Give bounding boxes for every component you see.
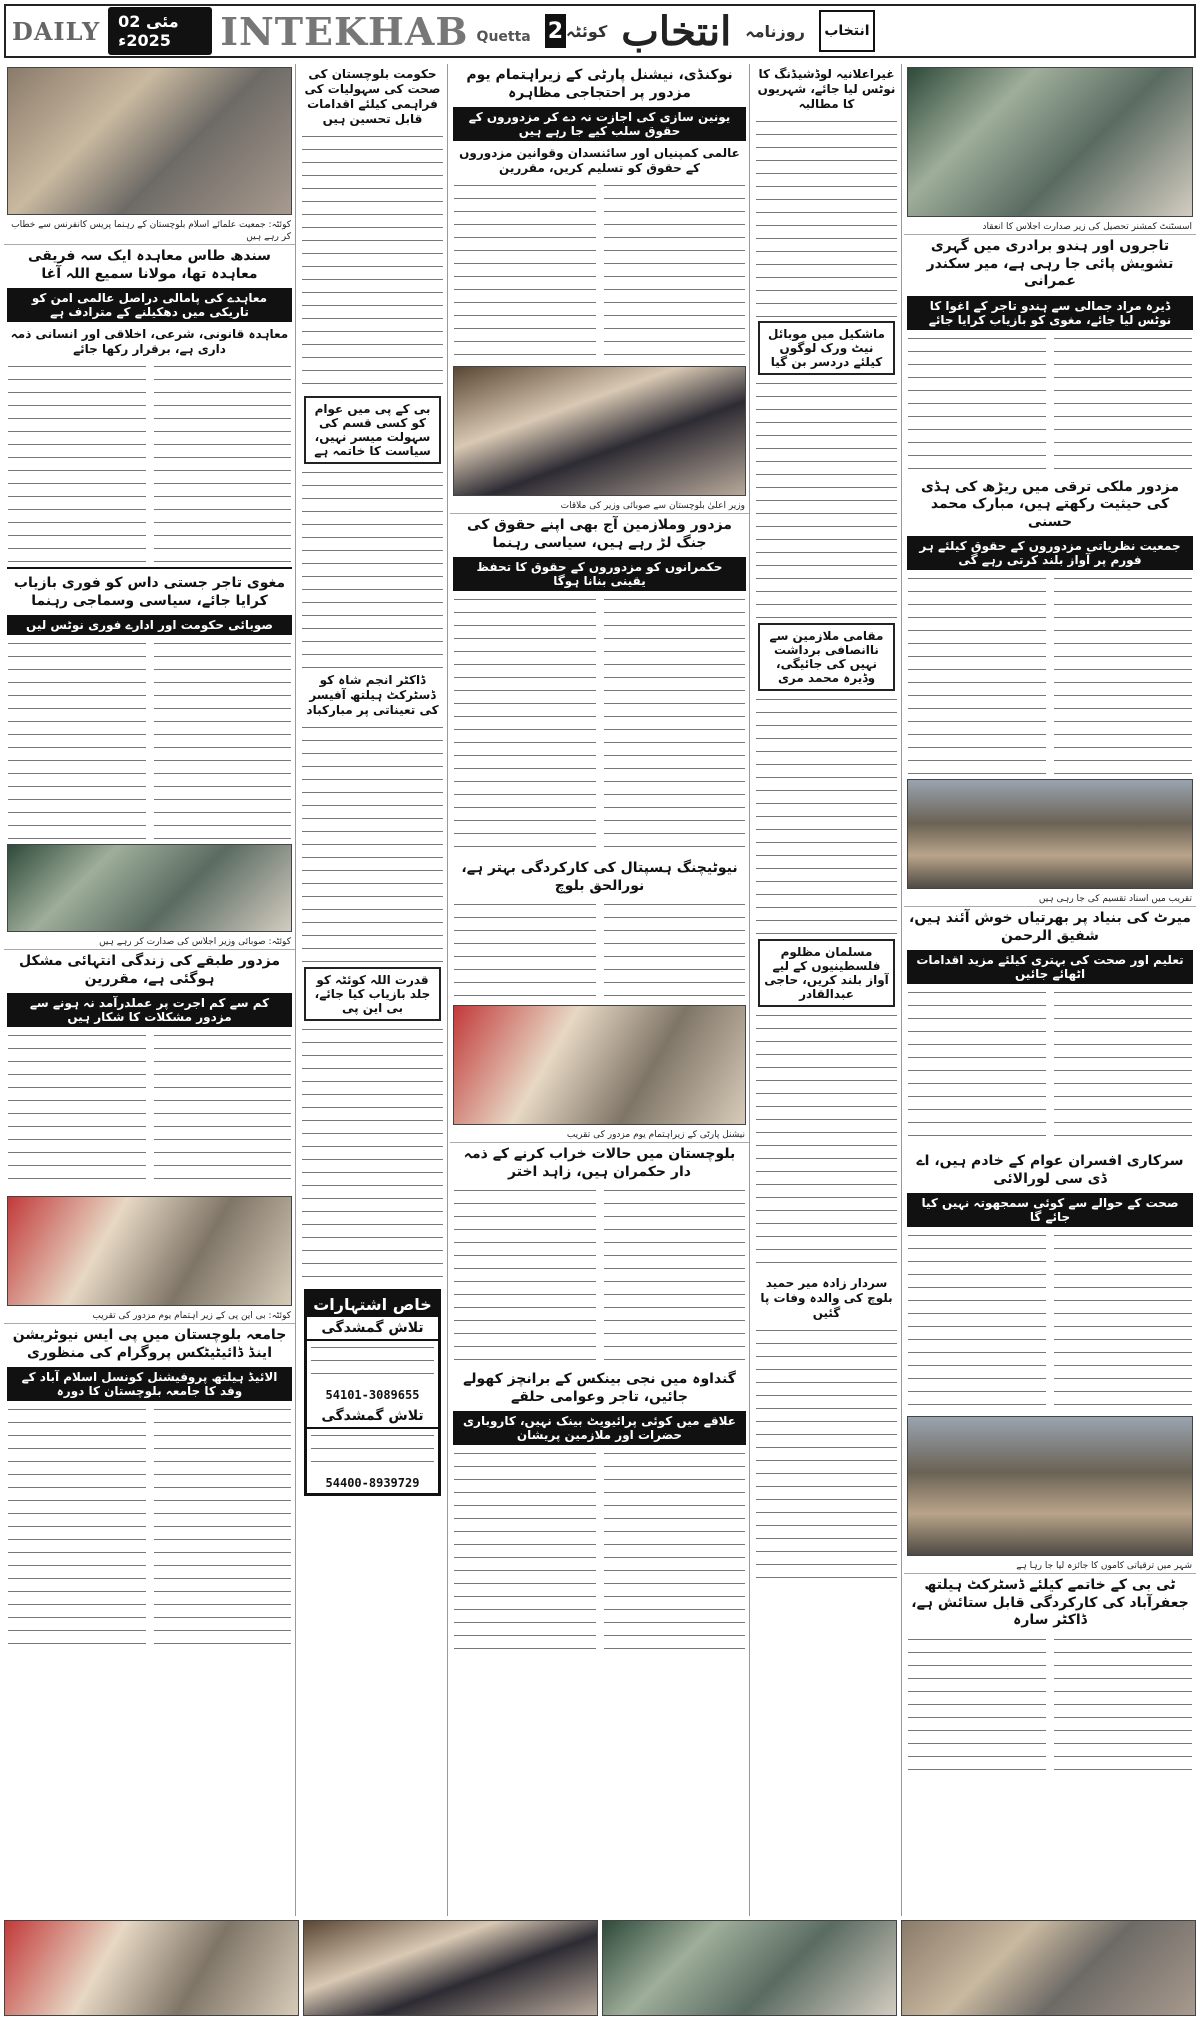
headline: مزدور طبقے کی زندگی انتہائی مشکل ہوگئی ہے، مقررین [18,953,281,987]
headline: سرکاری افسران عوام کے خادم ہیں، اے ڈی سی لورالائی [916,1153,1184,1187]
official-meeting-photo [453,366,746,496]
text-block [756,1326,897,1586]
sub-headline: ڈیرہ مراد جمالی سے ہندو تاجر کے اغوا کا نوٹس لیا جائے، مغوی کو بازیاب کرایا جائے [907,296,1193,330]
text-block [1054,1635,1192,1775]
text-block [8,639,146,839]
text-block [154,1405,292,1645]
press-conference-photo [7,67,292,215]
photo-caption: کوئٹہ: جمعیت علمائے اسلام بلوچستان کے رہنما پریس کانفرنس سے خطاب کر رہے ہیں [4,218,295,245]
text-block [908,1231,1046,1411]
headline: سندھ طاس معاہدہ ایک سہ فریقی معاہدہ تھا، مولانا سمیع اللہ آغا [28,248,271,282]
article-body [904,986,1196,1150]
newspaper-logo: انتخاب [819,10,875,52]
meeting-photo [602,1920,897,2016]
text-block [302,723,443,963]
text-block [604,1449,746,1649]
text-block [154,639,292,839]
article-body [4,360,295,564]
sub-headline: صحت کے حوالے سے کوئی سمجھوتہ نہیں کیا جائے گا [907,1193,1193,1227]
masthead [4,4,1196,58]
construction-photo [907,1416,1193,1556]
rally-photo [453,1005,746,1125]
article-body [4,637,295,841]
masthead-urdu [566,8,1194,55]
divider [7,567,292,569]
text-block [154,1031,292,1191]
city-label: Quetta [476,29,531,45]
sub-headline: حکمرانوں کو مزدوروں کے حقوق کا تحفظ یقینی بنانا ہوگا [453,557,746,591]
urdu-city-label: کوئٹہ [566,21,608,41]
boxed-headline: بی کے پی میں عوام کو کسی قسم کی سہولت میسر نہیں، سیاست کا خاتمہ ہے [304,396,441,464]
text-block [1054,334,1192,474]
column-2 [298,64,448,1916]
text-block [454,595,596,855]
text-block [454,1186,596,1366]
boxed-headline: مسلمان مظلوم فلسطینیوں کے لیے آواز بلند کریں، حاجی عبدالقادر [758,939,895,1007]
text-block [454,1449,596,1649]
sub-headline: تعلیم اور صحت کی بہتری کیلئے مزید اقدامات اٹھائے جائیں [907,950,1193,984]
text-block [302,468,443,668]
masthead-english [6,7,566,55]
text-block [756,379,897,619]
headline: میرٹ کی بنیاد پر بھرتیاں خوش آئند ہیں، شفیق الرحمن [909,910,1191,944]
text-block [1054,988,1192,1148]
ad-title: تلاش گمشدگی [307,1405,438,1429]
text-block [604,181,746,361]
boxed-headline: مقامی ملازمین سے ناانصافی برداشت نہیں کی جائیگی، وڈیرہ محمد مری [758,623,895,691]
photo-caption: شہر میں ترقیاتی کاموں کا جائزہ لیا جا رہا ہے [904,1559,1196,1574]
sub-headline: صوبائی حکومت اور ادارے فوری نوٹس لیں [7,615,292,635]
sub-headline: جمعیت نظریاتی مزدوروں کے حقوق کیلئے ہر فورم پر آواز بلند کرتی رہے گی [907,536,1193,570]
headline: مزدور وملازمین آج بھی اپنے حقوق کی جنگ لڑ رہے ہیں، سیاسی رہنما [467,517,732,551]
text-block [604,595,746,855]
event-photo [4,1920,299,2016]
bottom-photo-strip [4,1920,1196,2016]
headline: مغوی تاجر جستی داس کو فوری بازیاب کرایا جائے، سیاسی وسماجی رہنما [13,575,286,609]
urdu-daily-label: روزنامہ [745,21,805,41]
event-photo [7,1196,292,1306]
text-block [154,362,292,562]
ads-title: خاص اشتہارات [307,1292,438,1317]
gathering-photo [303,1920,598,2016]
text-block [311,1431,434,1471]
column-1 [4,64,296,1916]
headline: غیراعلانیہ لوڈشیڈنگ کا نوٹس لیا جائے، شہریوں کا مطالبہ [757,67,896,111]
headline: گنداوہ میں نجی بینکس کے برانچز کھولے جائیں، تاجر وعوامی حلقے [463,1371,736,1405]
text-block [756,1011,897,1271]
column-5 [904,64,1196,1916]
group-photo [901,1920,1196,2016]
headline: حکومت بلوچستان کی صحت کی سہولیات کی فراہمی کیلئے اقدامات قابل تحسین ہیں [304,67,441,126]
article-body [904,572,1196,776]
classified-ads [304,1289,441,1496]
article-body [450,1184,749,1368]
text-block [8,362,146,562]
text-block [756,117,897,317]
text-block [302,132,443,392]
article-body [4,1403,295,1647]
daily-label: DAILY [12,16,101,46]
sub-headline: عالمی کمپنیاں اور سائنسدان وقوانین مزدوروں کے حقوق کو تسلیم کریں، مقررین [459,146,740,175]
headline: بلوچستان میں حالات خراب کرنے کے ذمہ دار حکمران ہیں، زاہد اختر [463,1146,736,1180]
text-block [908,1635,1046,1775]
article-body [904,1229,1196,1413]
article-body [450,1447,749,1651]
text-block [908,988,1046,1148]
text-block [8,1405,146,1645]
text-block [756,695,897,935]
text-block [908,574,1046,774]
photo-caption: کوئٹہ: صوبائی وزیر اجلاس کی صدارت کر رہے ہیں [4,935,295,950]
photo-caption: اسسٹنٹ کمشنر تحصیل کی زیر صدارت اجلاس کا انعقاد [904,220,1196,235]
article-body [450,179,749,363]
text-block [908,334,1046,474]
certificate-photo [907,779,1193,889]
sub-headline: معاہدہ قانونی، شرعی، اخلاقی اور انسانی ذمہ داری ہے، برقرار رکھا جائے [10,327,289,356]
column-4 [752,64,902,1916]
english-title: INTEKHAB [220,8,469,54]
sub-headline: یونین سازی کی اجازت نہ دے کر مزدوروں کے حقوق سلب کیے جا رہے ہیں [453,107,746,141]
photo-caption: وزیر اعلیٰ بلوچستان سے صوبائی وزیر کی ملاقات [450,499,749,514]
text-block [454,900,596,1000]
ad-title: تلاش گمشدگی [307,1317,438,1341]
urdu-title: انتخاب [621,7,732,55]
sub-headline: علاقے میں کوئی پرائیویٹ بینک نہیں، کاروباری حضرات اور ملازمین پریشان [453,1411,746,1445]
meeting-photo [7,844,292,932]
sub-headline: الائیڈ ہیلتھ پروفیشنل کونسل اسلام آباد کے وفد کا جامعہ بلوچستان کا دورہ [7,1367,292,1401]
meeting-photo [907,67,1193,217]
text-block [1054,1231,1192,1411]
date-badge: 02 مئی 2025ء [108,7,212,55]
photo-caption: تقریب میں اسناد تقسیم کی جا رہی ہیں [904,892,1196,907]
sub-headline: کم سے کم اجرت پر عملدرآمد نہ ہونے سے مزدور مشکلات کا شکار ہیں [7,993,292,1027]
headline: سردار زادہ میر حمید بلوچ کی والدہ وفات پا گئیں [760,1276,893,1320]
text-block [604,1186,746,1366]
text-block [454,181,596,361]
photo-caption: کوئٹہ: بی این پی کے زیر اہتمام یوم مزدور کی تقریب [4,1309,295,1324]
photo-caption: نیشنل پارٹی کے زیراہتمام یوم مزدور کی تقریب [450,1128,749,1143]
bottom-caption: مختلف تقریبات کی تصاویر [4,2016,16,2017]
sub-headline: معاہدے کی پامالی دراصل عالمی امن کو تاریکی میں دھکیلنے کے مترادف ہے [7,288,292,322]
article-body [4,1029,295,1193]
article-body [904,332,1196,476]
page-number: 2 [545,14,566,48]
text-block [8,1031,146,1191]
article-body [904,1633,1196,1777]
headline: ٹی بی کے خاتمے کیلئے ڈسٹرکٹ ہیلتھ جعفرآباد کی کارکردگی قابل ستائش ہے، ڈاکٹر سارہ [911,1577,1189,1628]
article-body [450,898,749,1002]
ad-id-number: 54400-8939729 [325,1476,420,1490]
boxed-headline: قدرت اللہ کوئٹہ کو جلد بازیاب کیا جائے، بی این پی [304,967,441,1021]
ad-id-number: 54101-3089655 [325,1388,420,1402]
boxed-headline: ماشکیل میں موبائل نیٹ ورک لوگوں کیلئے دردسر بن گیا [758,321,895,375]
headline: ڈاکٹر انجم شاہ کو ڈسٹرکٹ ہیلتھ آفیسر کی تعیناتی پر مبارکباد [306,673,439,717]
text-block [1054,574,1192,774]
headline: جامعہ بلوچستان میں پی ایس نیوٹریشن اینڈ ڈائیٹیٹکس پروگرام کی منظوری [12,1327,287,1361]
text-block [311,1343,434,1383]
column-3 [450,64,750,1916]
article-body [450,593,749,857]
text-block [302,1025,443,1285]
headline: نوکنڈی، نیشنل پارٹی کے زیراہتمام یوم مزدور پر احتجاجی مظاہرہ [466,67,733,101]
headline: مزدور ملکی ترقی میں ریڑھ کی ہڈی کی حیثیت رکھتے ہیں، مبارک محمد حسنی [920,478,1180,530]
headline: تاجروں اور ہندو برادری میں گہری تشویش پائی جا رہی ہے، میر سکندر عمرانی [926,238,1174,289]
text-block [604,900,746,1000]
headline: نیوٹیچنگ ہسپتال کی کارکردگی بہتر ہے، نورالحق بلوچ [461,860,738,894]
